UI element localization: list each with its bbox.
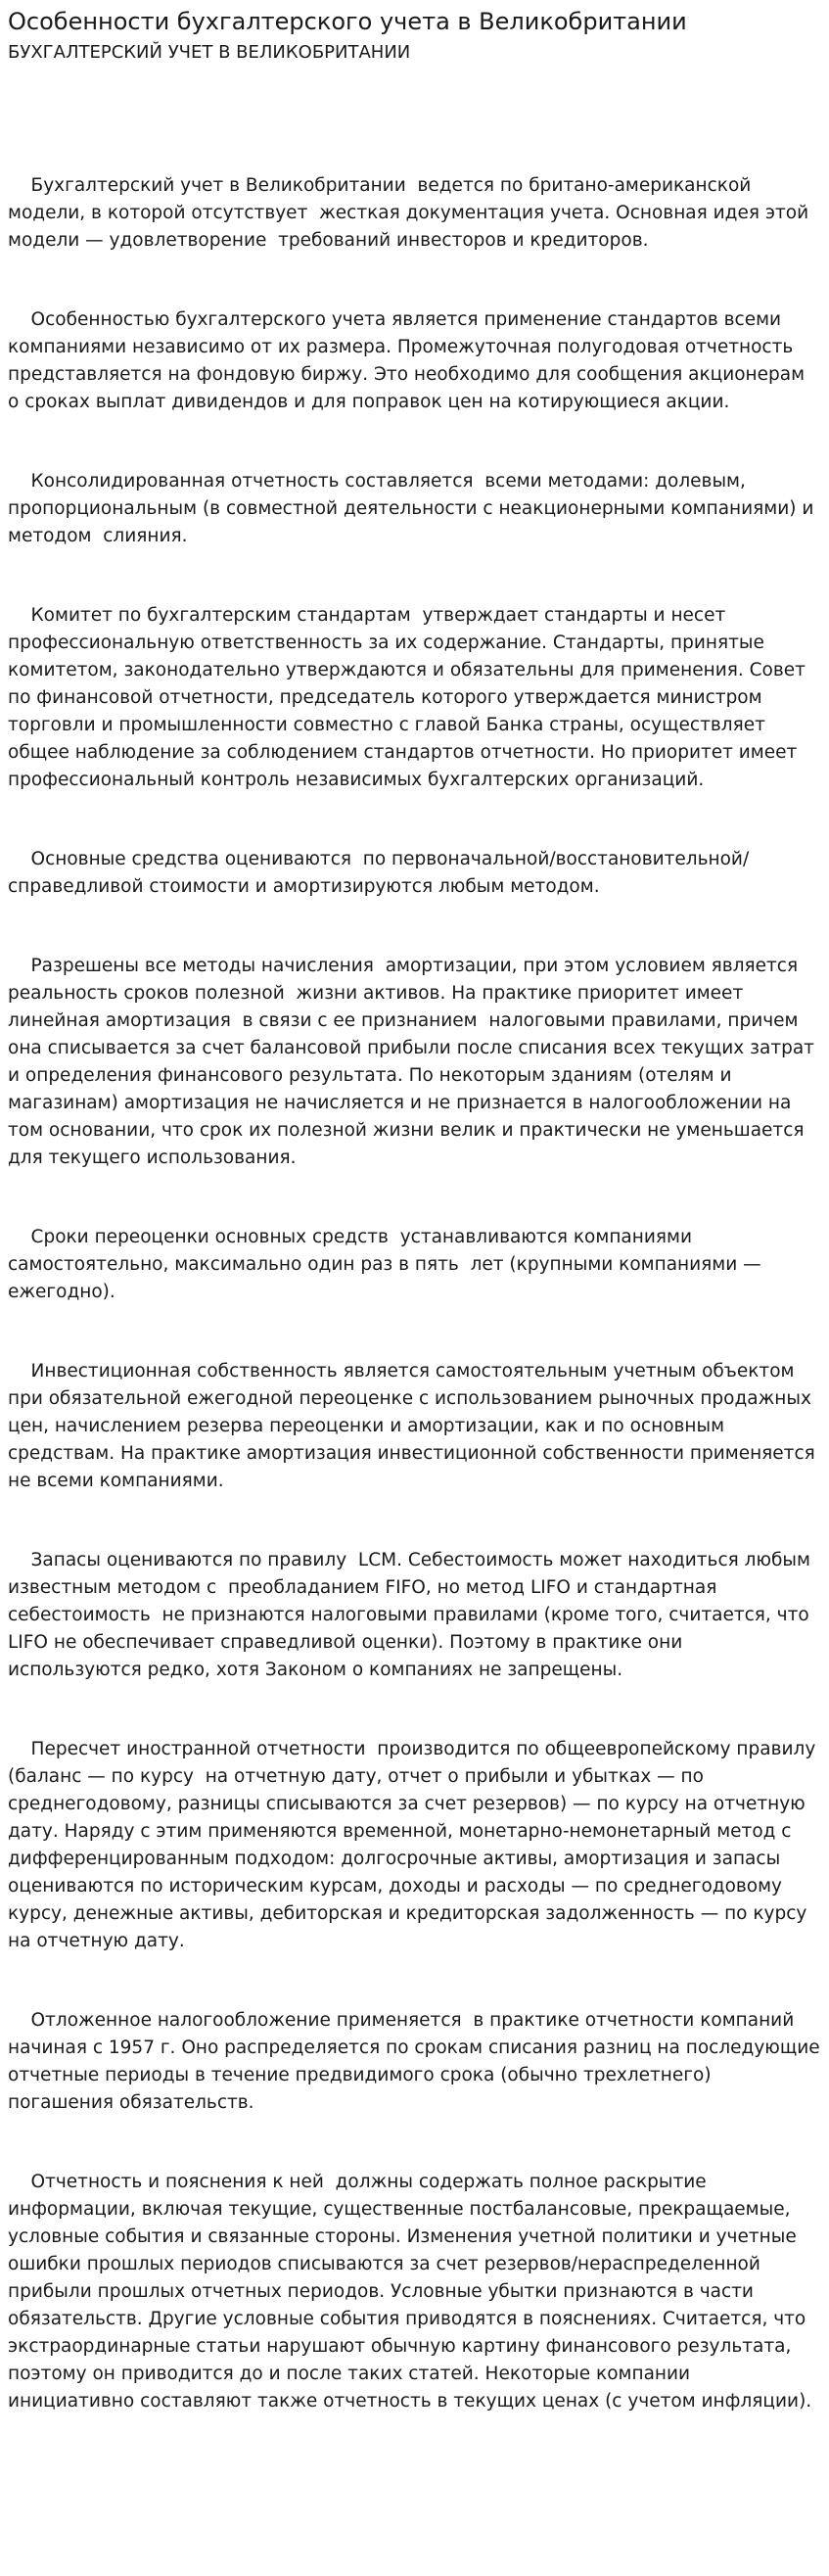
paragraph-standards: Особенностью бухгалтерского учета является применение стандартов всеми компаниями независимо от их размера. Промежуточная полугодовая отчетность представляется на фондовую биржу. Это необходимо для сообщения акционерам о сроках выплат дивидендов и для поправок цен на котирующиеся акции. bbox=[8, 309, 810, 412]
paragraph-model: Бухгалтерский учет в Великобритании ведется по британо-американской модели, в которой отсутствует жесткая документация учета. Основная идея этой модели — удовлетворение требований инвесторов и кредиторов. bbox=[8, 175, 815, 251]
paragraph-committee: Комитет по бухгалтерским стандартам утверждает стандарты и несет профессиональную ответственность за их содержание. Стандарты, принятые комитетом, законодательно утверждаются и обязательны для применения. Совет по финансовой отчетности, председатель которого утверждается министром торговли и промышленности совместно с главой Банка страны, осуществляет общее наблюдение за соблюдением стандартов отчетности. Но приоритет имеет профессиональный контроль независимых бухгалтерских организаций. bbox=[8, 605, 811, 790]
document-body bbox=[8, 172, 826, 2415]
paragraph-deferred-tax: Отложенное налогообложение применяется в практике отчетности компаний начиная с 1957 г. Оно распределяется по срокам списания разниц на последующие отчетные периоды в течение предвидимого срока (обычно трехлетнего) погашения обязательств. bbox=[8, 2010, 826, 2113]
paragraph-inventory: Запасы оцениваются по правилу LCM. Себестоимость может находиться любым известным методом с преобладанием FIFO, но метод LIFO и стандартная себестоимость не признаются налоговыми правилами (кроме того, считается, что LIFO не обеспечивает справедливой оценки). Поэтому в практике они используются редко, хотя Законом о компаниях не запрещены. bbox=[8, 1550, 816, 1680]
paragraph-disclosure: Отчетность и пояснения к ней должны содержать полное раскрытие информации, включая текущие, существенные постбалансовые, прекращаемые, условные события и связанные стороны. Изменения учетной политики и учетные ошибки прошлых периодов списываются за счет резервов/нераспределенной прибыли прошлых отчетных периодов. Условные убытки признаются в части обязательств. Другие условные события приводятся в пояснениях. Считается, что экстраординарные статьи нарушают обычную картину финансового результата, поэтому он приводится до и после таких статей. Некоторые компании инициативно составляют также отчетность в текущих ценах (с учетом инфляции). bbox=[8, 2172, 812, 2412]
paragraph-revaluation: Сроки переоценки основных средств устанавливаются компаниями самостоятельно, максимально один раз в пять лет (крупными компаниями — ежегодно). bbox=[8, 1227, 767, 1302]
paragraph-foreign-translation: Пересчет иностранной отчетности производится по общеевропейскому правилу (баланс — по курсу на отчетную дату, отчет о прибыли и убытках — по среднегодовому, разницы списываются за счет резервов) — по курсу на отчетную дату. Наряду с этим применяются временной, монетарно-немонетарный метод с дифференцированным подходом: долгосрочные активы, амортизация и запасы оцениваются по историческим курсам, доходы и расходы — по среднегодовому курсу, денежные активы, дебиторская и кредиторская задолженность — по курсу на отчетную дату. bbox=[8, 1739, 822, 1951]
paragraph-fixed-assets: Основные средства оцениваются по первоначальной/восстановительной/справедливой стоимости и амортизируются любым методом. bbox=[8, 849, 750, 897]
page-title: Особенности бухгалтерского учета в Великобритании bbox=[8, 8, 687, 35]
paragraph-depreciation: Разрешены все методы начисления амортизации, при этом условием является реальность сроков полезной жизни активов. На практике приоритет имеет линейная амортизация в связи с ее признанием налоговыми правилами, причем она списывается за счет балансовой прибыли после списания всех текущих затрат и определения финансового результата. По некоторым зданиям (отелям и магазинам) амортизация не начисляется и не признается в налогообложении на том основании, что срок их полезной жизни велик и практически не уменьшается для текущего использования. bbox=[8, 956, 820, 1168]
paragraph-consolidation: Консолидированная отчетность составляется всеми методами: долевым, пропорциональным (в совместной деятельности с неакционерными компаниями) и методом слияния. bbox=[8, 471, 820, 546]
paragraph-investment-property: Инвестиционная собственность является самостоятельным учетным объектом при обязательной ежегодной переоценке с использованием рыночных продажных цен, начислением резерва переоценки и амортизации, как и по основным средствам. На практике амортизация инвестиционной собственности применяется не всеми компаниями. bbox=[8, 1361, 821, 1491]
page-subtitle: БУХГАЛТЕРСКИЙ УЧЕТ В ВЕЛИКОБРИТАНИИ bbox=[8, 42, 411, 63]
